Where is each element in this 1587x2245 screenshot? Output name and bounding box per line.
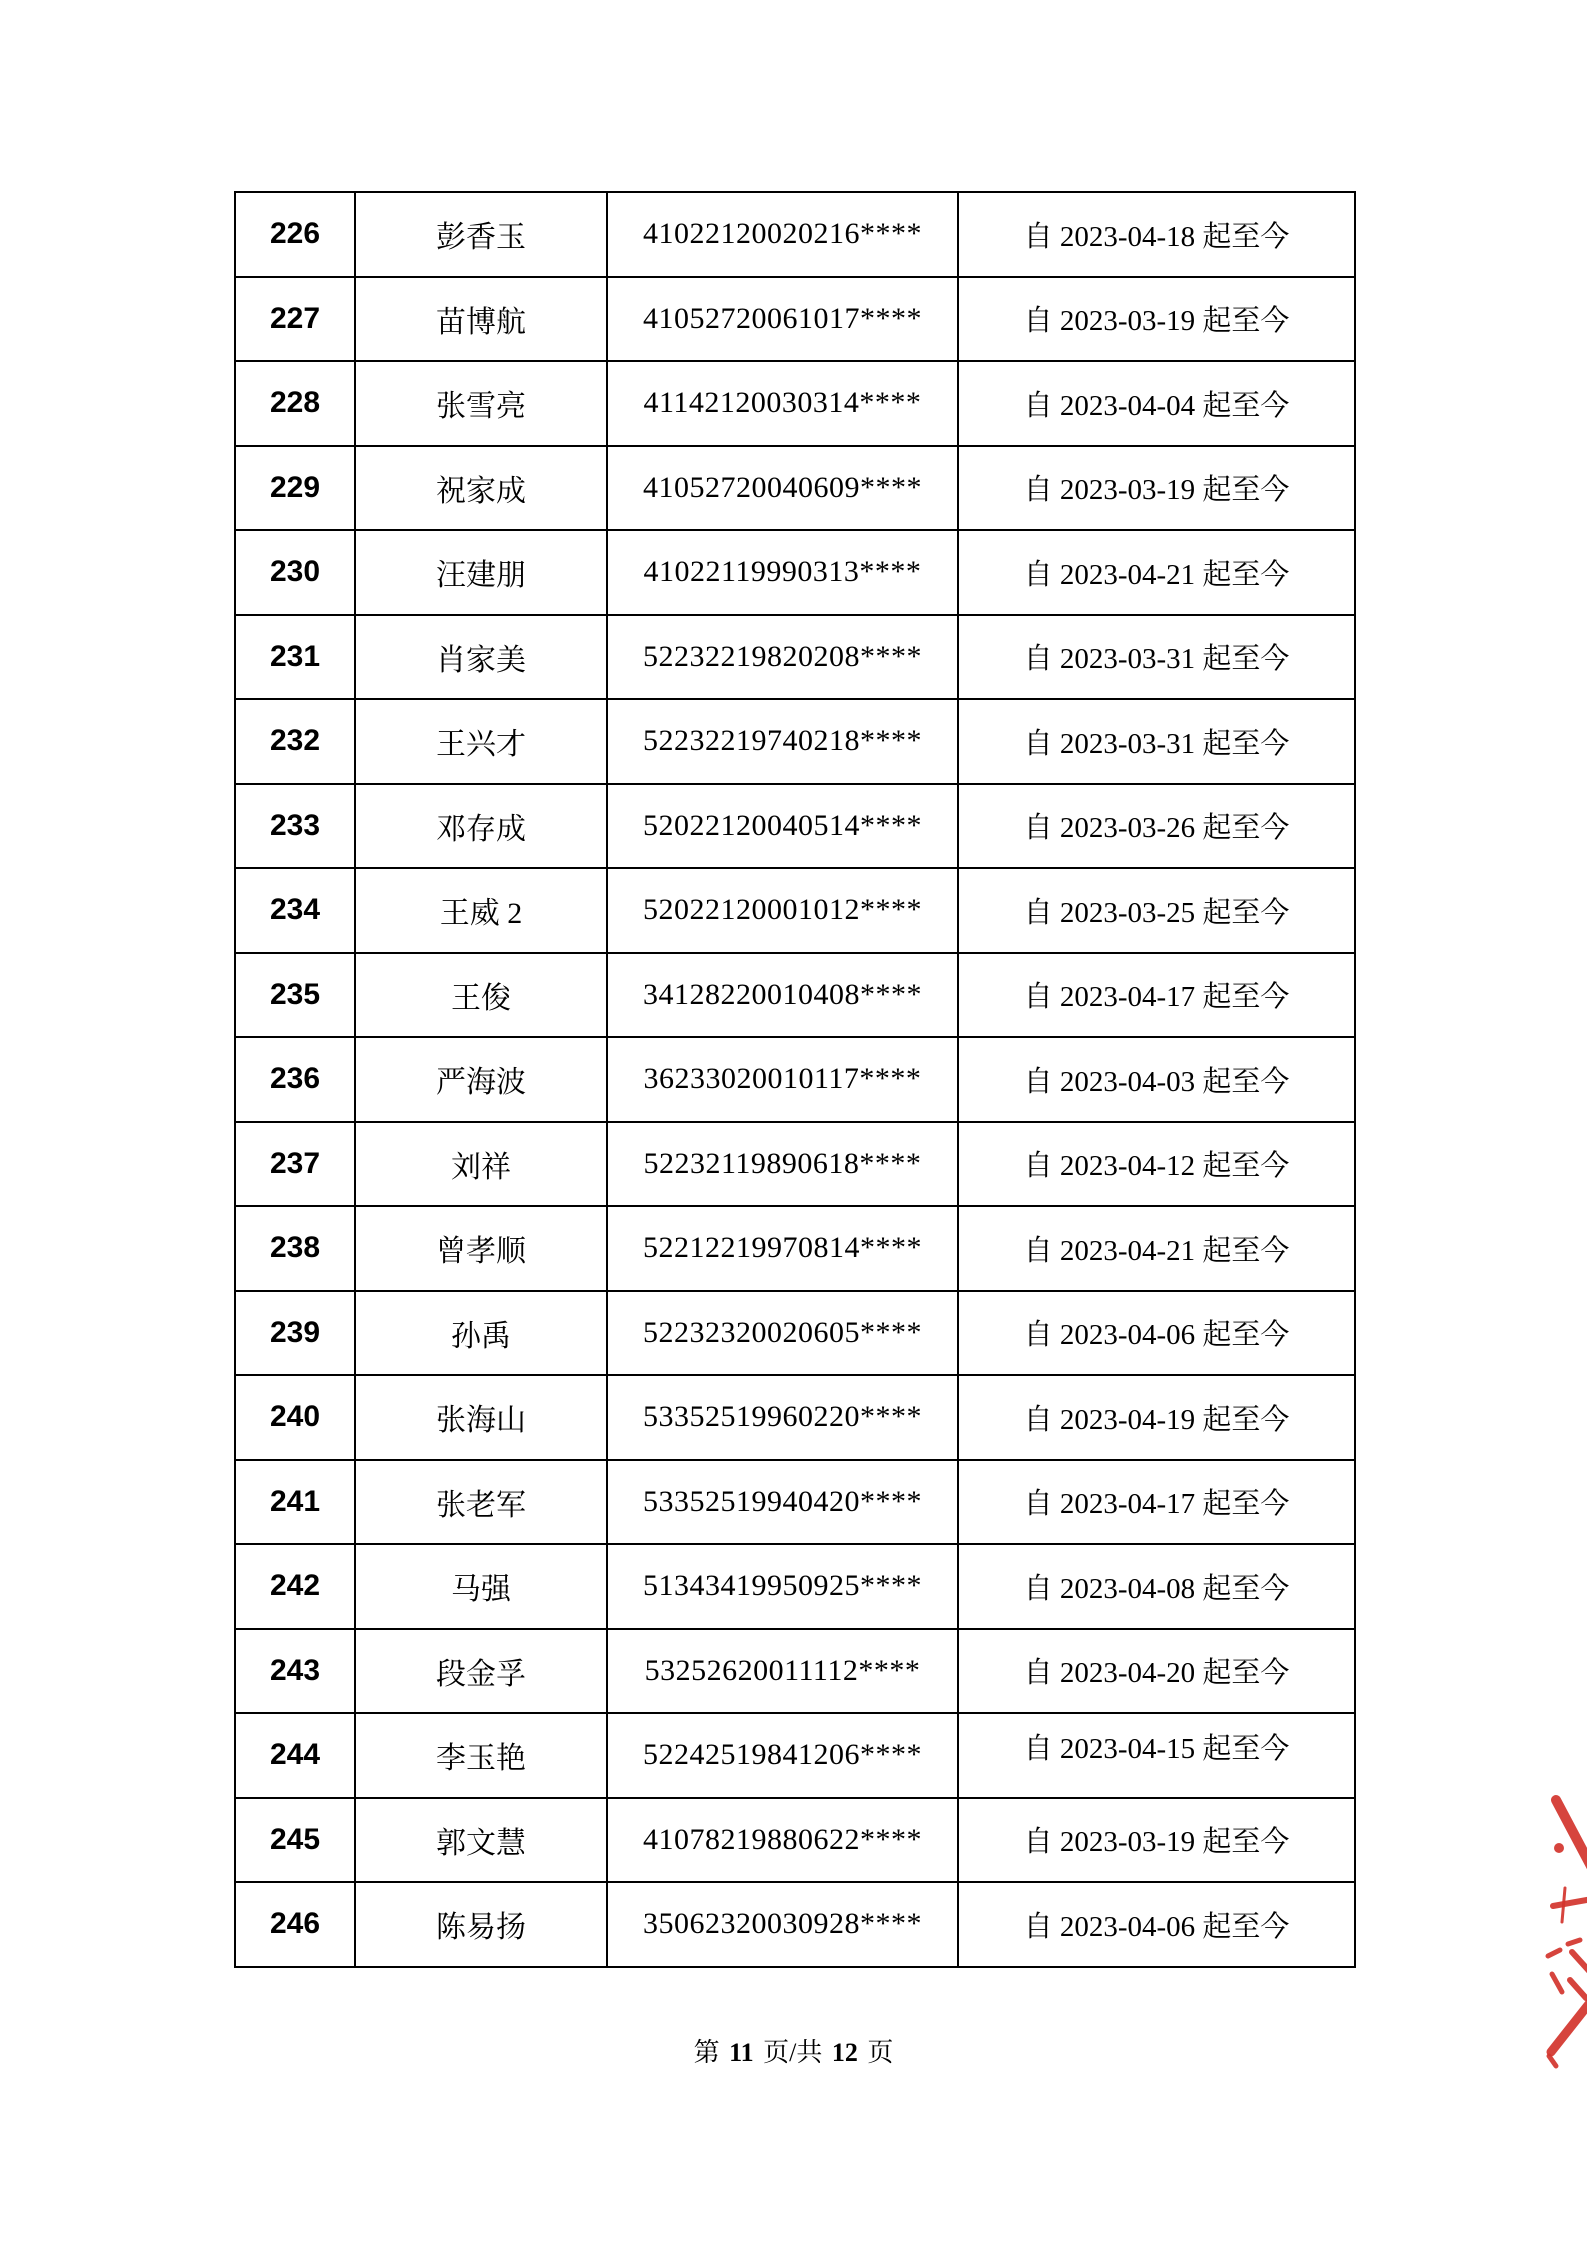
cell-period: 自 2023-04-17 起至今 <box>958 1460 1355 1545</box>
cell-row-number: 234 <box>235 868 355 953</box>
cell-name: 肖家美 <box>355 615 607 700</box>
cell-id-number: 53352519960220**** <box>607 1375 958 1460</box>
table-row <box>235 361 1355 446</box>
table-row <box>235 1291 1355 1376</box>
cell-period: 自 2023-04-17 起至今 <box>958 953 1355 1038</box>
cell-row-number: 235 <box>235 953 355 1038</box>
cell-id-number: 52232219820208**** <box>607 615 958 700</box>
cell-row-number: 238 <box>235 1206 355 1291</box>
cell-row-number: 233 <box>235 784 355 869</box>
cell-row-number: 239 <box>235 1291 355 1376</box>
cell-row-number: 246 <box>235 1882 355 1967</box>
cell-id-number: 34128220010408**** <box>607 953 958 1038</box>
table-row <box>235 1460 1355 1545</box>
footer-label-prefix: 第 <box>693 2038 727 2067</box>
cell-row-number: 245 <box>235 1798 355 1883</box>
cell-row-number: 241 <box>235 1460 355 1545</box>
cell-period: 自 2023-04-04 起至今 <box>958 361 1355 446</box>
table-row <box>235 1629 1355 1714</box>
cell-id-number: 52022120040514**** <box>607 784 958 869</box>
cell-period: 自 2023-03-19 起至今 <box>958 1798 1355 1883</box>
cell-name: 陈易扬 <box>355 1882 607 1967</box>
cell-name: 王威 2 <box>355 868 607 953</box>
cell-row-number: 237 <box>235 1122 355 1207</box>
cell-name: 段金孚 <box>355 1629 607 1714</box>
table-row <box>235 277 1355 362</box>
cell-row-number: 242 <box>235 1544 355 1629</box>
roster-table-body <box>235 192 1355 1967</box>
cell-row-number: 227 <box>235 277 355 362</box>
cell-period: 自 2023-04-20 起至今 <box>958 1629 1355 1714</box>
cell-name: 邓存成 <box>355 784 607 869</box>
cell-period: 自 2023-04-19 起至今 <box>958 1375 1355 1460</box>
table-row <box>235 615 1355 700</box>
cell-period: 自 2023-03-19 起至今 <box>958 277 1355 362</box>
cell-row-number: 226 <box>235 192 355 277</box>
cell-id-number: 52022120001012**** <box>607 868 958 953</box>
cell-period: 自 2023-04-08 起至今 <box>958 1544 1355 1629</box>
cell-id-number: 41022120020216**** <box>607 192 958 277</box>
cell-name: 张雪亮 <box>355 361 607 446</box>
footer-current-page-number: 11 <box>729 2038 754 2067</box>
cell-id-number: 52242519841206**** <box>607 1713 958 1798</box>
cell-name: 张老军 <box>355 1460 607 1545</box>
table-row <box>235 1037 1355 1122</box>
cell-name: 李玉艳 <box>355 1713 607 1798</box>
cell-row-number: 228 <box>235 361 355 446</box>
footer-total-page-number: 12 <box>831 2038 858 2067</box>
cell-period: 自 2023-04-21 起至今 <box>958 1206 1355 1291</box>
cell-name: 严海波 <box>355 1037 607 1122</box>
page-footer <box>0 2032 1587 2069</box>
cell-id-number: 41022119990313**** <box>607 530 958 615</box>
cell-row-number: 230 <box>235 530 355 615</box>
cell-id-number: 52232119890618**** <box>607 1122 958 1207</box>
cell-row-number: 229 <box>235 446 355 531</box>
table-row <box>235 192 1355 277</box>
cell-id-number: 41052720061017**** <box>607 277 958 362</box>
cell-row-number: 232 <box>235 699 355 784</box>
cell-row-number: 240 <box>235 1375 355 1460</box>
cell-name: 刘祥 <box>355 1122 607 1207</box>
roster-table <box>234 191 1356 1968</box>
cell-name: 王俊 <box>355 953 607 1038</box>
cell-period: 自 2023-03-26 起至今 <box>958 784 1355 869</box>
cell-row-number: 244 <box>235 1713 355 1798</box>
cell-id-number: 53252620011112**** <box>607 1629 958 1714</box>
cell-id-number: 36233020010117**** <box>607 1037 958 1122</box>
cell-period: 自 2023-04-06 起至今 <box>958 1291 1355 1376</box>
cell-id-number: 41052720040609**** <box>607 446 958 531</box>
cell-name: 彭香玉 <box>355 192 607 277</box>
table-row <box>235 868 1355 953</box>
cell-row-number: 236 <box>235 1037 355 1122</box>
red-stamp-fragment <box>1495 1782 1587 2072</box>
cell-period: 自 2023-04-15 起至今 <box>958 1713 1355 1798</box>
cell-period: 自 2023-03-19 起至今 <box>958 446 1355 531</box>
table-row <box>235 953 1355 1038</box>
cell-period: 自 2023-04-06 起至今 <box>958 1882 1355 1967</box>
cell-name: 曾孝顺 <box>355 1206 607 1291</box>
footer-label-infix: 页/共 <box>756 2038 829 2067</box>
cell-period: 自 2023-03-31 起至今 <box>958 699 1355 784</box>
cell-id-number: 41142120030314**** <box>607 361 958 446</box>
cell-period: 自 2023-04-03 起至今 <box>958 1037 1355 1122</box>
cell-row-number: 231 <box>235 615 355 700</box>
table-row <box>235 1798 1355 1883</box>
table-row <box>235 446 1355 531</box>
cell-name: 王兴才 <box>355 699 607 784</box>
cell-id-number: 51343419950925**** <box>607 1544 958 1629</box>
cell-id-number: 53352519940420**** <box>607 1460 958 1545</box>
footer-label-suffix: 页 <box>860 2038 894 2067</box>
table-row <box>235 1544 1355 1629</box>
cell-name: 郭文慧 <box>355 1798 607 1883</box>
table-row <box>235 1375 1355 1460</box>
table-row <box>235 1122 1355 1207</box>
cell-id-number: 52232320020605**** <box>607 1291 958 1376</box>
cell-id-number: 41078219880622**** <box>607 1798 958 1883</box>
cell-name: 孙禹 <box>355 1291 607 1376</box>
cell-name: 苗博航 <box>355 277 607 362</box>
cell-row-number: 243 <box>235 1629 355 1714</box>
cell-id-number: 35062320030928**** <box>607 1882 958 1967</box>
cell-name: 汪建朋 <box>355 530 607 615</box>
cell-period: 自 2023-04-18 起至今 <box>958 192 1355 277</box>
cell-period: 自 2023-04-12 起至今 <box>958 1122 1355 1207</box>
table-row <box>235 784 1355 869</box>
cell-period: 自 2023-04-21 起至今 <box>958 530 1355 615</box>
cell-id-number: 52212219970814**** <box>607 1206 958 1291</box>
table-row <box>235 530 1355 615</box>
table-row <box>235 1713 1355 1798</box>
cell-id-number: 52232219740218**** <box>607 699 958 784</box>
cell-period: 自 2023-03-25 起至今 <box>958 868 1355 953</box>
table-row <box>235 1882 1355 1967</box>
table-row <box>235 1206 1355 1291</box>
cell-name: 张海山 <box>355 1375 607 1460</box>
cell-name: 马强 <box>355 1544 607 1629</box>
table-row <box>235 699 1355 784</box>
cell-period: 自 2023-03-31 起至今 <box>958 615 1355 700</box>
cell-name: 祝家成 <box>355 446 607 531</box>
